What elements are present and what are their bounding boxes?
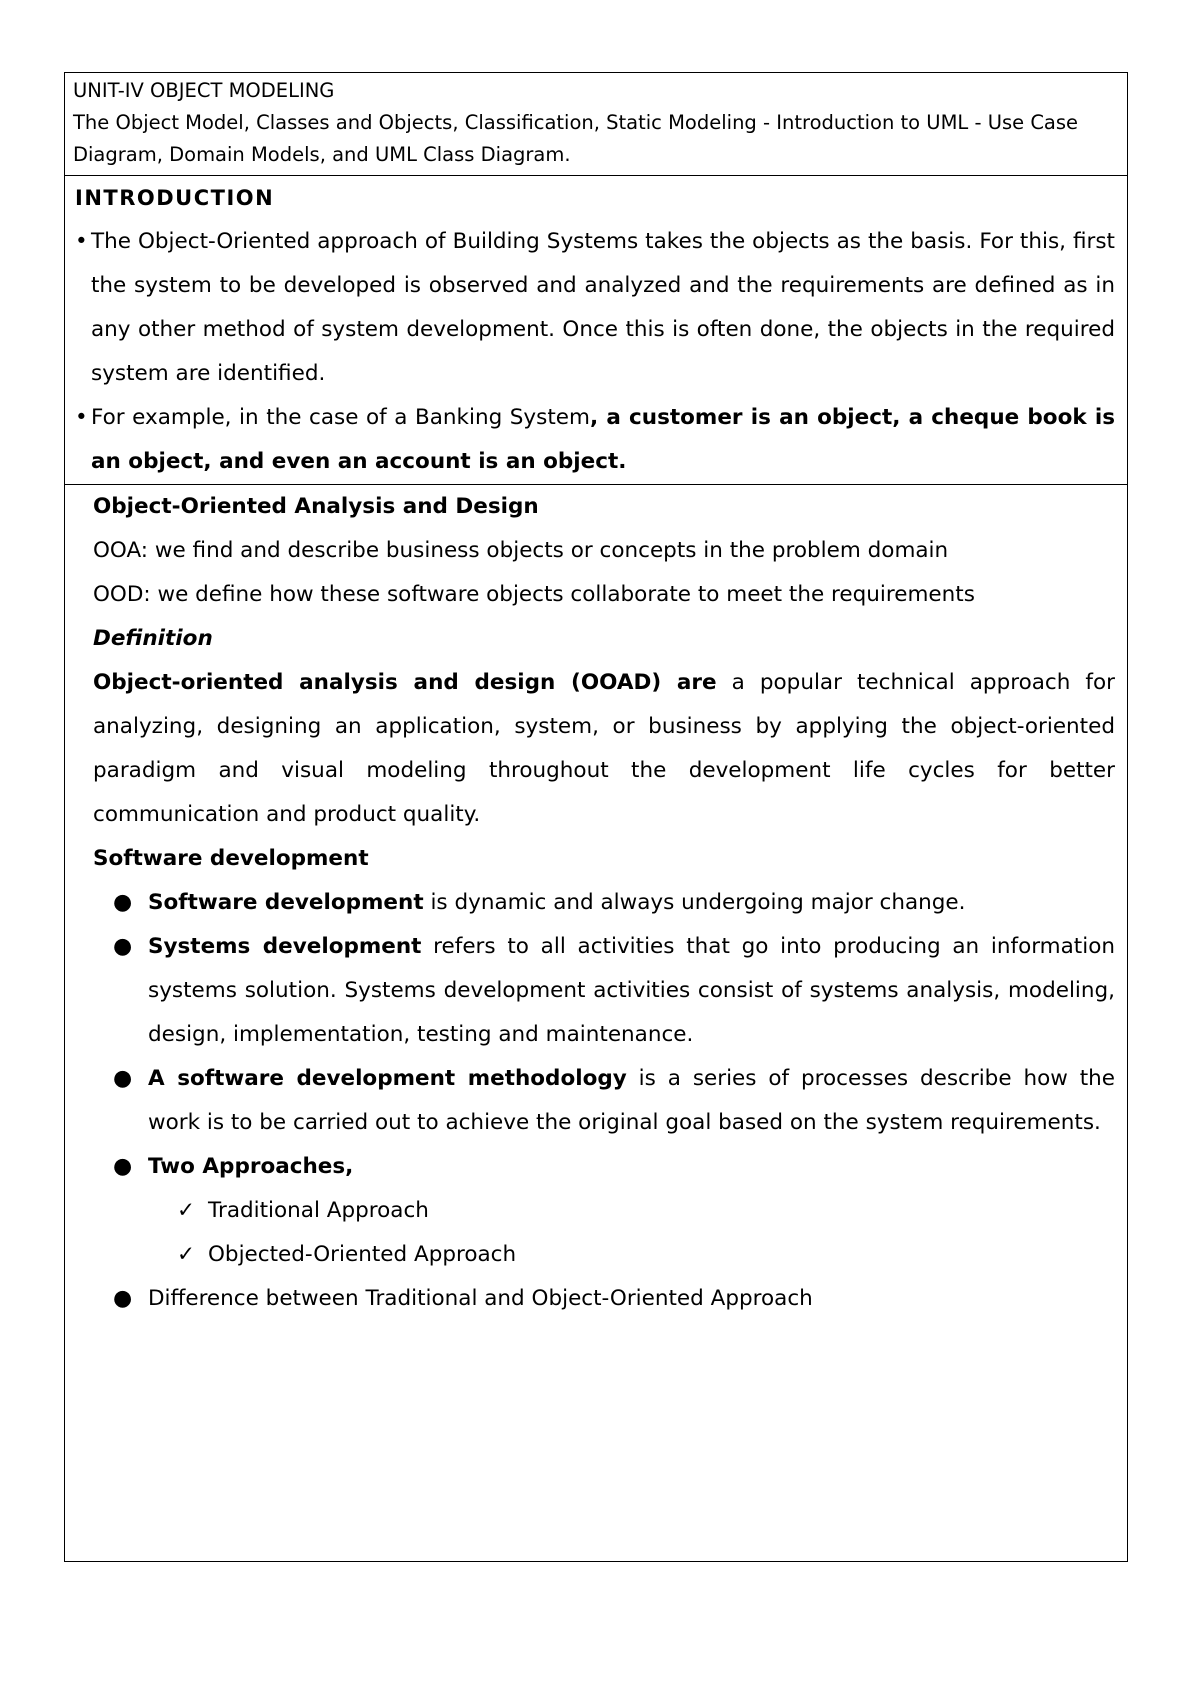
list-item-text: is a series of processes describe how the work is to be carried out to achieve the original goal based on the system requirements. bbox=[148, 1066, 1115, 1135]
bullet-dot-icon: • bbox=[75, 229, 88, 254]
content-table bbox=[64, 72, 1128, 1562]
approach-label: Objected-Oriented Approach bbox=[208, 1242, 517, 1267]
approach-item bbox=[177, 1189, 1115, 1233]
introduction-bullet bbox=[75, 220, 1115, 396]
bullet-dot-icon: ● bbox=[113, 1066, 133, 1091]
definition-paragraph bbox=[93, 661, 1115, 837]
difference-text: Difference between Traditional and Object-Oriented Approach bbox=[148, 1286, 813, 1311]
software-development-heading: Software development bbox=[93, 846, 369, 871]
unit-header-cell bbox=[65, 73, 1127, 176]
definition-term: Object-oriented analysis and design (OOAD) are bbox=[93, 670, 717, 695]
introduction-heading: INTRODUCTION bbox=[75, 186, 275, 210]
unit-title: UNIT-IV OBJECT MODELING bbox=[73, 79, 335, 102]
definition-text: a popular technical approach for analyzing, designing an application, system, or business by applying the object-oriented paradigm and visual modeling throughout the development life cycles for better communication and product quality. bbox=[93, 670, 1115, 827]
list-item bbox=[113, 1057, 1115, 1145]
bullet-dot-icon: ● bbox=[113, 890, 133, 915]
introduction-cell bbox=[65, 176, 1127, 485]
approaches-list bbox=[148, 1189, 1115, 1277]
bullet-dot-icon: ● bbox=[113, 934, 133, 959]
list-item bbox=[113, 881, 1115, 925]
checkmark-icon: ✓ bbox=[177, 1198, 196, 1223]
ooad-cell bbox=[65, 485, 1127, 1561]
bullet-text: The Object-Oriented approach of Building Systems takes the objects as the basis. For this, first the system to be developed is observed and analyzed and the requirements are defined as in any other method of system development. Once this is often done, the objects in the required system are identified. bbox=[91, 229, 1115, 386]
list-item-term: Systems development bbox=[148, 934, 422, 959]
ooa-line: OOA: we find and describe business objects or concepts in the problem domain bbox=[93, 538, 949, 563]
checkmark-icon: ✓ bbox=[177, 1242, 196, 1267]
list-item-text: is dynamic and always undergoing major change. bbox=[423, 890, 966, 915]
list-item-term: A software development methodology bbox=[148, 1066, 627, 1091]
ood-line: OOD: we define how these software objects collaborate to meet the requirements bbox=[93, 582, 975, 607]
list-item-text: refers to all activities that go into producing an information systems solution. Systems development activities consist of systems analysis, modeling, design, implementation, testing and maintenance. bbox=[148, 934, 1115, 1047]
bullet-dot-icon: • bbox=[75, 405, 88, 430]
list-item-term: Two Approaches, bbox=[148, 1154, 354, 1179]
bullet-dot-icon: ● bbox=[113, 1154, 133, 1179]
introduction-bullet bbox=[75, 396, 1115, 484]
ooad-heading: Object-Oriented Analysis and Design bbox=[93, 494, 539, 519]
list-item-term: Software development bbox=[148, 890, 424, 915]
unit-topics: The Object Model, Classes and Objects, Classification, Static Modeling - Introduction to UML - Use Case Diagram, Domain Models, and UML Class Diagram. bbox=[73, 111, 1079, 166]
list-item bbox=[113, 1277, 1115, 1321]
bullet-text: For example, in the case of a Banking System bbox=[91, 405, 590, 430]
document-page bbox=[64, 72, 1128, 1562]
list-item bbox=[113, 1145, 1115, 1277]
approach-item bbox=[177, 1233, 1115, 1277]
definition-label: Definition bbox=[93, 626, 213, 651]
bullet-bold-text: , a customer is an object, a cheque book is an object, and even an account is an object. bbox=[91, 405, 1115, 474]
software-development-list bbox=[93, 881, 1115, 1321]
list-item bbox=[113, 925, 1115, 1057]
approach-label: Traditional Approach bbox=[208, 1198, 429, 1223]
bullet-dot-icon: ● bbox=[113, 1286, 133, 1311]
